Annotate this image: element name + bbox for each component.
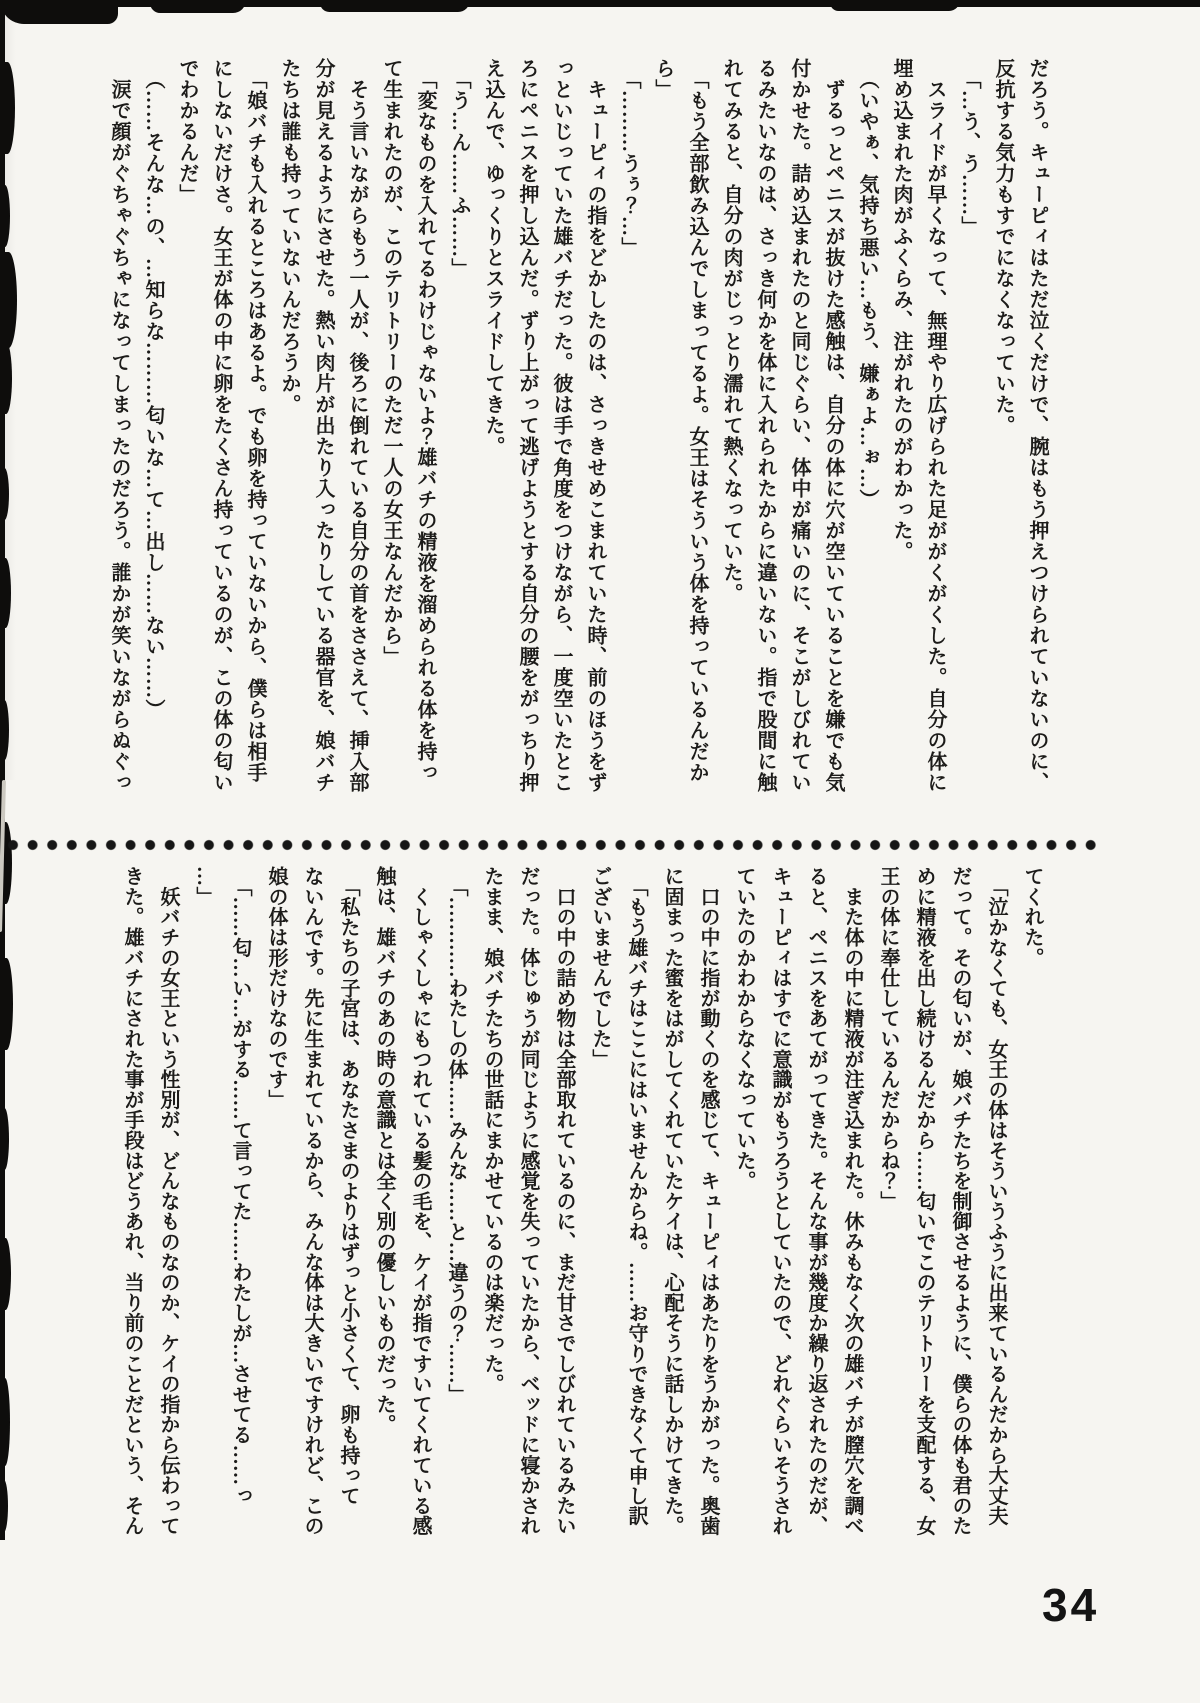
text-column: て生まれたのが、このテリトリーのただ一人の女王なんだから」 <box>380 58 402 667</box>
text-column: 「私たちの子宮は、あなたさまのよりはずっと小さくて、卵も持って <box>337 866 359 1506</box>
scan-artifact-left-blob <box>0 252 17 348</box>
scan-artifact-top-blob <box>150 0 246 13</box>
text-column: 「…う、う……」 <box>958 58 980 237</box>
page-number: 34 <box>1042 1579 1100 1631</box>
text-column: るみたいなのは、さっき何かを体に入れられたからに違いない。指で股間に触 <box>754 58 776 793</box>
scan-artifact-left-blob <box>0 1238 11 1310</box>
scan-artifact-left-blob <box>0 1480 8 1532</box>
text-column: 「……匂…い…がする……て言ってた……わたしが…させてる……っ <box>229 866 251 1506</box>
text-column: 「もう雄バチはここにはいませんからね。……お守りできなくて申し訳 <box>625 866 647 1526</box>
text-column: 埋め込まれた肉がふくらみ、注がれたのがわかった。 <box>890 58 912 562</box>
text-column: （いやぁ、気持ち悪い…もう、嫌ぁよ…ぉ…） <box>856 58 878 510</box>
text-column: スライドが早くなって、無理やり広げられた足ががくがくした。自分の体に <box>924 58 946 793</box>
text-column: 「泣かなくても、女王の体はそういうふうに出来ているんだから大丈夫 <box>985 866 1007 1526</box>
text-column: でわかるんだ」 <box>176 58 198 205</box>
text-column: え込んで、ゆっくりとスライドしてきた。 <box>482 58 504 457</box>
scan-artifact-left-blob <box>0 342 12 414</box>
text-column: 王の体に奉仕しているんだからね？」 <box>877 866 899 1212</box>
scan-artifact-top-blob <box>830 0 960 11</box>
text-column: キューピィの指をどかしたのは、さっきせめこまれていた時、前のほうをず <box>584 58 606 793</box>
text-column: 口の中の詰め物は全部取れているのに、まだ甘さでしびれているみたい <box>553 866 575 1536</box>
text-column: っといじっていた雄バチだった。彼は手で角度をつけながら、一度空いたとこ <box>550 58 572 793</box>
text-column: めに精液を出し続けるんだから……匂いでこのテリトリーを支配する、女 <box>913 866 935 1536</box>
scan-artifact-left-blob <box>0 468 9 520</box>
text-column: 「変なものを入れてるわけじゃないよ？雄バチの精液を溜められる体を持っ <box>414 58 436 783</box>
text-column: ら」 <box>652 58 674 100</box>
text-column: 妖バチの女王という性別が、どんなものなのか、ケイの指から伝わって <box>157 866 179 1536</box>
text-column: 分が見えるようにさせた。熱い肉片が出たり入ったりしている器官を、娘バチ <box>312 58 334 793</box>
text-column: だった。体じゅうが同じように感覚を失っていたから、ベッドに寝かされ <box>517 866 539 1536</box>
scan-artifact-left-blob <box>0 1108 9 1170</box>
text-column: そう言いながらもう一人が、後ろに倒れている自分の首をささえて、挿入部 <box>346 58 368 793</box>
text-column: くしゃくしゃにもつれている髪の毛を、ケイが指ですいてくれている感 <box>409 866 431 1536</box>
text-column: ずるっとペニスが抜けた感触は、自分の体に穴が空いていることを嫌でも気 <box>822 58 844 793</box>
scan-artifact-top-blob <box>0 0 118 24</box>
text-column: れてみると、自分の肉がじっとり濡れて熱くなっていた。 <box>720 58 742 604</box>
scan-artifact-left-blob <box>0 958 13 1050</box>
text-column: ないんです。先に生まれているから、みんな体は大きいですけれど、この <box>301 866 323 1536</box>
text-column: 付かせた。詰め込まれたのと同じぐらい、体中が痛いのに、そこがしびれてい <box>788 58 810 793</box>
scan-artifact-left-blob <box>0 62 15 154</box>
text-column: たちは誰も持っていないんだろうか。 <box>278 58 300 415</box>
scan-artifact-top-blob <box>320 0 470 12</box>
text-column: ると、ペニスをあてがってきた。そんな事が幾度か繰り返されたのだが、 <box>805 866 827 1536</box>
text-column: 触は、雄バチのあの時の意識とは全く別の優しいものだった。 <box>373 866 395 1435</box>
text-block-top <box>98 58 1054 803</box>
text-column: だろう。キューピィはただ泣くだけで、腕はもう押えつけられていないのに、 <box>1026 58 1048 793</box>
scan-artifact-left-blob <box>0 185 10 247</box>
text-column: 「う…ん……ふ……」 <box>448 58 470 279</box>
text-column: キューピィはすでに意識がもうろうとしていたので、どれぐらいそうされ <box>769 866 791 1536</box>
text-column: …」 <box>193 866 215 907</box>
scan-artifact-left-blob <box>0 558 11 628</box>
text-column: 口の中に指が動くのを感じて、キューピィはあたりをうかがった。奥歯 <box>697 866 719 1536</box>
text-column: 「もう全部飲み込んでしまってるよ。女王はそういう体を持っているんだか <box>686 58 708 783</box>
text-column: 「…………わたしの体……みんな……と…違うの？……」 <box>445 866 467 1405</box>
text-column: だって。その匂いが、娘バチたちを制御させるように、僕らの体も君のた <box>949 866 971 1536</box>
text-column: ございませんでした」 <box>589 866 611 1069</box>
scan-artifact-left-blob <box>0 700 9 760</box>
text-column: 涙で顔がぐちゃぐちゃになってしまったのだろう。誰かが笑いながらぬぐっ <box>108 58 130 793</box>
text-column: また体の中に精液が注ぎ込まれた。休みもなく次の雄バチが膣穴を調べ <box>841 866 863 1536</box>
text-column: てくれた。 <box>1021 866 1043 968</box>
scan-artifact-left-blob <box>0 1378 10 1466</box>
text-column: 娘の体は形だけなのです」 <box>265 866 287 1110</box>
text-column: 反抗する気力もすでになくなっていた。 <box>992 58 1014 436</box>
dotted-separator <box>4 838 1104 852</box>
text-column: 「娘バチも入れるところはあるよ。でも卵を持っていないから、僕らは相手 <box>244 58 266 783</box>
text-column: 「………うぅ？…」 <box>618 58 640 258</box>
text-column: たまま、娘バチたちの世話にまかせているのは楽だった。 <box>481 866 503 1394</box>
text-column: にしないだけさ。女王が体の中に卵をたくさん持っているのが、この体の匂い <box>210 58 232 793</box>
text-column: （……そんな…の、…知らな………匂いな…て…出し……ない……） <box>142 58 164 720</box>
text-column: きた。雄バチにされた事が手段はどうあれ、当り前のことだという、そん <box>121 866 143 1536</box>
text-column: ろにペニスを押し込んだ。ずり上がって逃げようとする自分の腰をがっちり押 <box>516 58 538 793</box>
text-column: ていたのかわからなくなっていた。 <box>733 866 755 1191</box>
text-column: に固まった蜜をはがしてくれていたケイは、心配そうに話しかけてきた。 <box>661 866 683 1536</box>
text-block-bottom <box>110 866 1050 1544</box>
